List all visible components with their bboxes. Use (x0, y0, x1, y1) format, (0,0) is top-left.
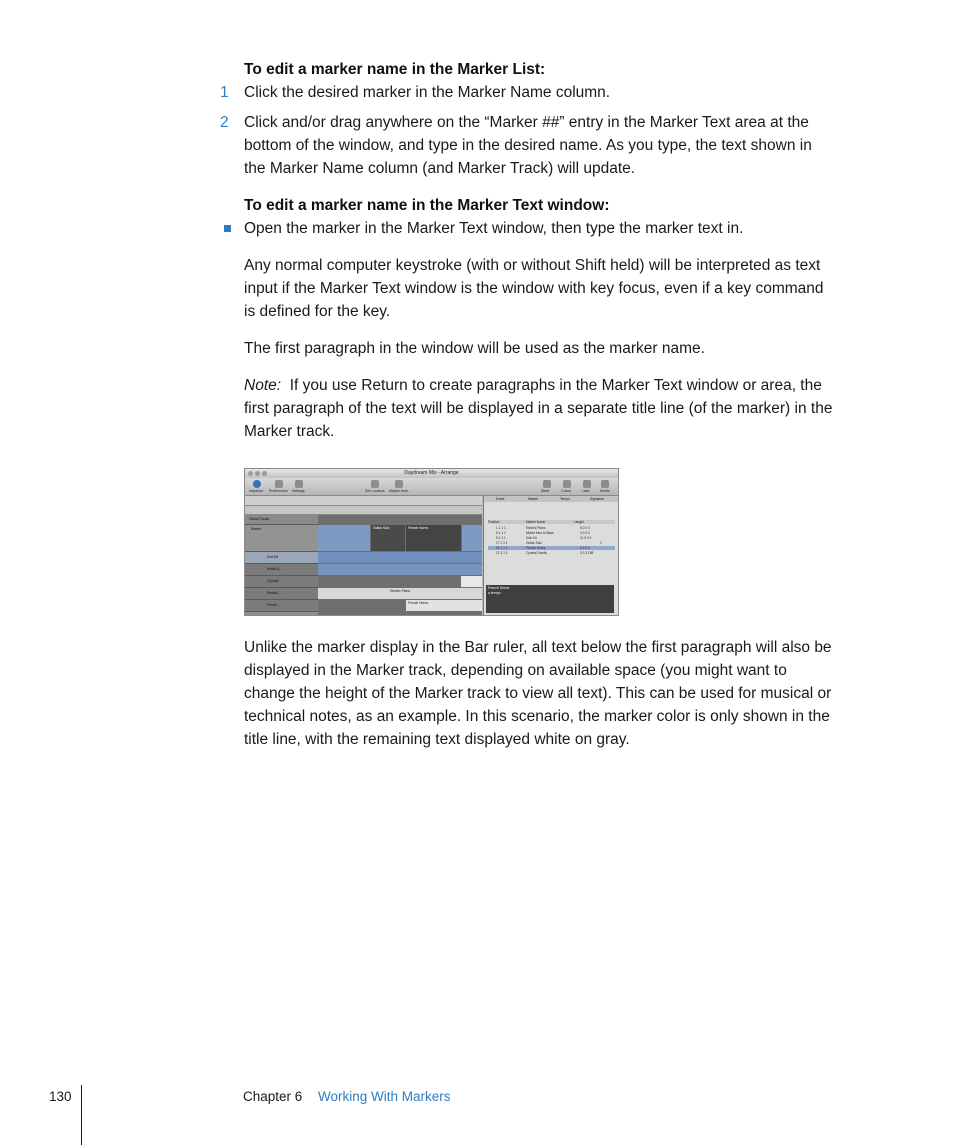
toolbar-label: Set Locators (365, 489, 385, 493)
column-header: Position (488, 520, 500, 524)
cell-position: 6 1 1 1 (496, 531, 506, 535)
note-line: Marker track. (244, 423, 335, 440)
tab-tempo[interactable]: Tempo (560, 497, 570, 501)
toolbar-label: Media (600, 489, 610, 493)
toolbar-label: Inspector (249, 489, 264, 493)
media-icon (601, 480, 609, 488)
arrange-edit-bar (245, 496, 482, 506)
paragraph-line: input if the Marker Text window is the window with key focus, even if a key command (244, 280, 824, 297)
region-label: French Horns (408, 526, 428, 530)
list-row[interactable] (488, 526, 615, 530)
inspector-icon (253, 480, 261, 488)
paragraph-line: technical notes, as an example. In this scenario, the marker color is only shown in the (244, 708, 830, 725)
cell-name: Muted Intro to Bass (526, 531, 554, 535)
marker-region (462, 525, 482, 551)
toolbar-label: Marker from.. (389, 489, 410, 493)
step-text: Click the desired marker in the Marker Name column. (244, 84, 611, 101)
cell-position: 17 1 1 1 (496, 541, 508, 545)
cell-position: 9 1 1 1 (496, 536, 506, 540)
cell-name: French Horns (526, 546, 546, 550)
settings-icon (295, 480, 303, 488)
note-label: Note: (244, 377, 282, 394)
zoom-dot-icon (262, 471, 267, 476)
column-header: Marker Name (526, 520, 546, 524)
list-tabs (484, 496, 619, 502)
step-number: 1 (220, 84, 229, 101)
close-dot-icon (248, 471, 253, 476)
paragraph-line: displayed in the Marker track, depending on available space (you might want to (244, 662, 787, 679)
track-header (245, 576, 318, 588)
cell-length: 3 3 3 158 (580, 551, 594, 555)
arrange-snap-bar (245, 506, 482, 515)
arrange-area (245, 496, 482, 615)
track-header (245, 600, 318, 612)
region-label: Electric Piano (390, 589, 411, 593)
track-name: Cymbal .. (267, 579, 281, 583)
track-name: Global Tracks (249, 517, 270, 521)
toolbar-label: Settings (292, 489, 305, 493)
paragraph-line: is defined for the key. (244, 303, 391, 320)
marker-text-line: a tempo (488, 590, 501, 595)
list-row[interactable] (488, 541, 615, 545)
cell-name: Guitar Solo (526, 541, 542, 545)
bullet-text: Open the marker in the Marker Text window, then type the marker text in. (244, 220, 744, 237)
window-toolbar (245, 478, 618, 496)
marker-list (483, 496, 619, 615)
note-text: If you use Return to create paragraphs in the Marker Text window or area, the (289, 377, 822, 394)
column-header: Length (574, 520, 584, 524)
preferences-icon (275, 480, 283, 488)
list-row-selected[interactable] (488, 546, 615, 550)
toolbar-label: Mixer (541, 489, 550, 493)
midi-region (406, 600, 482, 611)
track-name: Electric .. (267, 591, 281, 595)
list-row[interactable] (488, 551, 615, 555)
page-number: 130 (49, 1089, 72, 1104)
audio-region (318, 564, 482, 575)
heading-marker-list: To edit a marker name in the Marker List: (244, 61, 546, 78)
cell-name: Electric Piano (526, 526, 546, 530)
lists-icon (583, 480, 591, 488)
paragraph-line: title line, with the remaining text displayed white on gray. (244, 731, 630, 748)
minimize-dot-icon (255, 471, 260, 476)
marker-region (371, 525, 405, 551)
bullet-icon (224, 225, 231, 232)
marker-region (318, 525, 370, 551)
toolbar-label: Preferences (269, 489, 288, 493)
track-name: French ... (267, 603, 281, 607)
chapter-title-link[interactable]: Working With Markers (318, 1089, 451, 1104)
region-label: French Horns (408, 601, 428, 605)
track-name: Muted B.. (267, 567, 282, 571)
paragraph-line: Unlike the marker display in the Bar ruler, all text below the first paragraph will also be (244, 639, 832, 656)
track-name: Marker (251, 527, 262, 531)
cell-position: 27 3 1 1 (496, 551, 508, 555)
marker-text-line: French Horns (488, 586, 510, 590)
window-titlebar (245, 469, 618, 478)
cell-name: Cymbal Swells (526, 551, 547, 555)
cell-length: 3 0 0 0 (580, 531, 590, 535)
cell-length: 11 0 0 0 (580, 536, 592, 540)
step-text: the Marker Name column (and Marker Track) will update. (244, 160, 636, 177)
paragraph-line: Any normal computer keystroke (with or without Shift held) will be interpreted as text (244, 257, 821, 274)
cell-name: Kick Kit (526, 536, 537, 540)
marker-from-icon (395, 480, 403, 488)
global-tracks-header (245, 515, 318, 525)
cell-length: 5 0 0 0 (580, 526, 590, 530)
cell-length: 6 2 0 0 (580, 546, 590, 550)
tab-event[interactable]: Event (496, 497, 505, 501)
track-lanes (318, 515, 482, 615)
cell-length: 1 (600, 541, 602, 545)
region-label: Guitar Solo (373, 526, 390, 530)
list-row[interactable] (488, 536, 615, 540)
tab-signature[interactable]: Signature (590, 497, 605, 501)
midi-region (318, 588, 482, 599)
step-text: Click and/or drag anywhere on the “Marker ##” entry in the Marker Text area at the (244, 114, 809, 131)
track-header (245, 552, 318, 564)
set-locators-icon (371, 480, 379, 488)
arrange-window-screenshot (244, 468, 619, 616)
list-header (488, 520, 615, 524)
step-number: 2 (220, 114, 229, 131)
toolbar-label: Lists (582, 489, 590, 493)
track-headers (245, 515, 318, 615)
marker-region (406, 525, 461, 551)
paragraph-line: change the height of the Marker track to view all text). This can be used for musical or (244, 685, 832, 702)
marker-track-header (245, 525, 318, 552)
heading-marker-text-window: To edit a marker name in the Marker Text window: (244, 197, 610, 214)
paragraph: The first paragraph in the window will be used as the marker name. (244, 340, 705, 357)
mixer-icon (543, 480, 551, 488)
window-title: Daydream Mix - Arrange (404, 470, 459, 476)
audio-region (318, 552, 482, 563)
list-row[interactable] (488, 531, 615, 535)
step-text: bottom of the window, and type in the desired name. As you type, the text shown in (244, 137, 812, 154)
track-header (245, 564, 318, 576)
track-name: Kick Kit (267, 555, 278, 559)
marker-text-area[interactable] (486, 585, 614, 613)
midi-region (461, 576, 482, 587)
note-line (244, 374, 874, 397)
chapter-label: Chapter 6 (243, 1089, 303, 1104)
track-header (245, 588, 318, 600)
tab-marker[interactable]: Marker (528, 497, 539, 501)
colors-icon (563, 480, 571, 488)
footer-divider (81, 1085, 82, 1145)
cell-position: 1 1 1 1 (496, 526, 506, 530)
note-line: first paragraph of the text will be displayed in a separate title line (of the marker) in the (244, 400, 833, 417)
toolbar-label: Colors (561, 489, 572, 493)
cell-position: 21 1 1 1 (496, 546, 508, 550)
